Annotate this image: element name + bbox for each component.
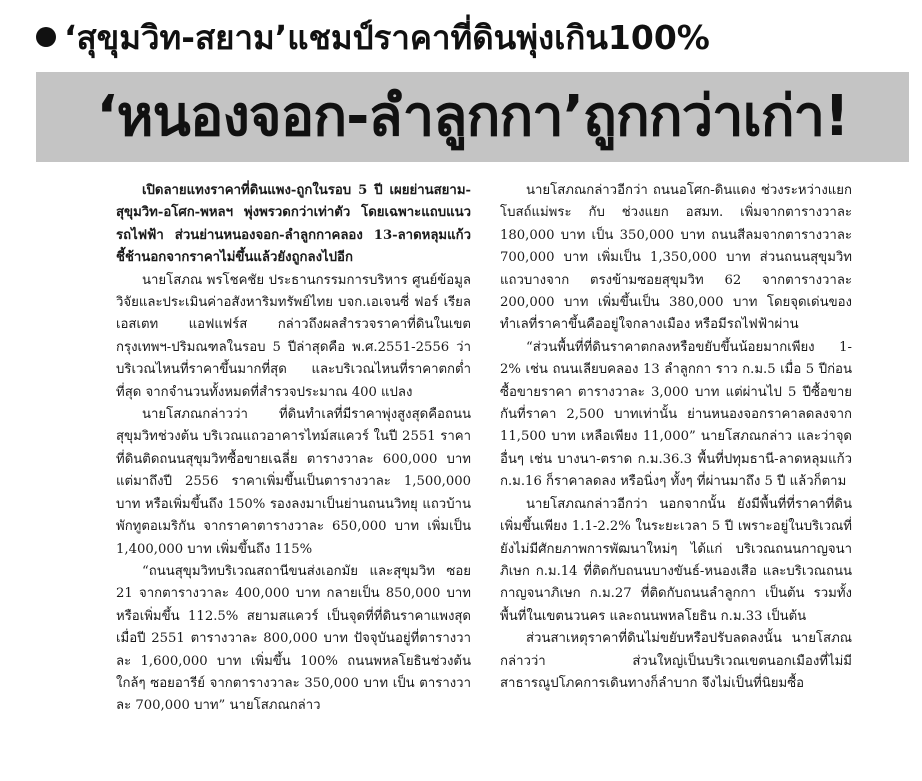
main-headline: ‘หนองจอก-ลำลูกกา’ถูกกว่าเก่า!: [96, 84, 849, 149]
kicker-headline: [36, 16, 906, 60]
body-paragraph: “ส่วนพื้นที่ที่ดินราคาตกลงหรือขยับขึ้นน้อยมากเพียง 1-2% เช่น ถนนเลียบคลอง 13 ลำลูกกา ราว ก.ม.5 เมื่อ 5 ปีก่อนซื้อขายราคา ตารางวาละ 3,000 บาท แต่ผ่านไป 5 ปีซื้อขายกันที่ราคา 2,500 บาทเท่านั้น ย่านหนองจอกราคาลดลงจาก 11,500 บาท เหลือเพียง 11,000” นายโสภณกล่าว และว่าจุดอื่นๆ เช่น บางนา-ตราด ก.ม.36.3 พื้นที่ปทุมธานี-ลาดหลุมแก้ว ก.ม.16 ก็ราคาลดลง หรือนิ่งๆ ทั้งๆ ที่ผ่านมาถึง 5 ปี แล้วก็ตาม: [500, 339, 852, 490]
bullet-icon: [36, 27, 56, 47]
body-paragraph: นายโสภณกล่าวอีกว่า ถนนอโศก-ดินแดง ช่วงระหว่างแยกโบสถ์แม่พระ กับ ช่วงแยก อสมท. เพิ่มจากตารางวาละ 180,000 บาท เป็น 350,000 บาท ถนนสีลมจากตารางวาละ 700,000 บาท เพิ่มเป็น 1,350,000 บาท ส่วนถนนสุขุมวิท แถวบางจาก ตรงข้ามซอยสุขุมวิท 62 จากตารางวาละ 200,000 บาท เพิ่มขึ้นเป็น 380,000 บาท โดยจุดเด่นของทำเลที่ราคาขึ้นคืออยู่ใจกลางเมือง หรือมีรถไฟฟ้าผ่าน: [500, 183, 852, 333]
body-paragraph: นายโสภณ พรโชคชัย ประธานกรรมการบริหาร ศูนย์ข้อมูลวิจัยและประเมินค่าอสังหาริมทรัพย์ไทย บจก.เอเจนซี่ ฟอร์ เรียลเอสเตท แอฟแฟร์ส กล่าวถึงผลสำรวจราคาที่ดินในเขตกรุงเทพฯ-ปริมณฑลในรอบ 5 ปีล่าสุดคือ พ.ศ.2551-2556 ว่า บริเวณไหนที่ราคาขึ้นมากที่สุด และบริเวณไหนที่ราคาตกต่ำที่สุด จากจำนวนทั้งหมดที่สำรวจประมาณ 400 แปลง: [116, 272, 471, 400]
body-paragraph: นายโสภณกล่าวว่า ที่ดินทำเลที่มีราคาพุ่งสูงสุดคือถนนสุขุมวิทช่วงต้น บริเวณแถวอาคารไทม์สแควร์ ในปี 2551 ราคาที่ดินติดถนนสุขุมวิทซื้อขายเฉลี่ย ตารางวาละ 600,000 บาท แต่มาถึงปี 2556 ราคาเพิ่มขึ้นเป็นตารางวาละ 1,500,000 บาท หรือเพิ่มขึ้นถึง 150% รองลงมาเป็นย่านถนนวิทยุ แถวบ้านพักทูตอเมริกัน จากราคาตารางวาละ 650,000 บาท เพิ่มเป็น 1,400,000 บาท เพิ่มขึ้นถึง 115%: [116, 407, 471, 557]
lead-paragraph: เปิดลายแทงราคาที่ดินแพง-ถูกในรอบ 5 ปี เผยย่านสยาม-สุขุมวิท-อโศก-พหลฯ พุ่งพรวดกว่าเท่าตัว โดยเฉพาะแถบแนวรถไฟฟ้า ส่วนย่านหนองจอก-ลำลูกกาคลอง 13-ลาดหลุมแก้ว ชี้ช้านอกจากราคาไม่ขึ้นแล้วยังถูกลงไปอีก: [116, 183, 471, 266]
kicker-text: ‘สุขุมวิท-สยาม’แชมป์ราคาที่ดินพุ่งเกิน100%: [64, 18, 710, 57]
body-paragraph: นายโสภณกล่าวอีกว่า นอกจากนั้น ยังมีพื้นที่ที่ราคาที่ดินเพิ่มขึ้นเพียง 1.1-2.2% ในระยะเวลา 5 ปี เพราะอยู่ในบริเวณที่ยังไม่มีศักยภาพการพัฒนาใหม่ๆ ได้แก่ บริเวณถนนกาญจนาภิเษก ก.ม.14 ที่ติดกับถนนบางขันธ์-หนองเสือ และบริเวณถนนกาญจนาภิเษก ก.ม.27 ที่ติดกับถนนลำลูกกา เป็นต้น รวมทั้งพื้นที่ในเขตนวนคร และถนนพหลโยธิน ก.ม.33 เป็นต้น: [500, 496, 852, 624]
article-column-left: [116, 180, 471, 718]
article-column-right: [500, 180, 852, 695]
body-paragraph: “ถนนสุขุมวิทบริเวณสถานีขนส่งเอกมัย และสุขุมวิท ซอย 21 จากตารางวาละ 400,000 บาท กลายเป็น 850,000 บาท หรือเพิ่มขึ้น 112.5% สยามสแควร์ เป็นจุดที่ที่ดินราคาแพงสุด เมื่อปี 2551 ตารางวาละ 800,000 บาท ปัจจุบันอยู่ที่ตารางวาละ 1,600,000 บาท เพิ่มขึ้น 100% ถนนพหลโยธินช่วงต้นใกล้ๆ ซอยอารีย์ จากตารางวาละ 350,000 บาท เป็น ตารางวาละ 700,000 บาท” นายโสภณกล่าว: [116, 563, 471, 714]
body-paragraph: ส่วนสาเหตุราคาที่ดินไม่ขยับหรือปรับลดลงนั้น นายโสภณกล่าวว่า ส่วนใหญ่เป็นบริเวณเขตนอกเมืองที่ไม่มีสาธารณูปโภคการเดินทางก็ลำบาก จึงไม่เป็นที่นิยมซื้อ: [500, 631, 852, 691]
headline-banner: [36, 72, 909, 162]
